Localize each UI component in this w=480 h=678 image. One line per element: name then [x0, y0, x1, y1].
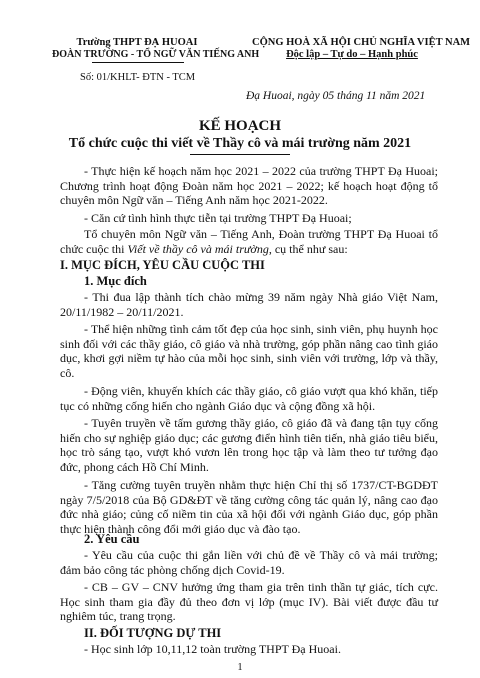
document-date: Đạ Huoai, ngày 05 tháng 11 năm 2021: [246, 90, 426, 102]
purpose-paragraph-1: - Thi đua lập thành tích chào mừng 39 năm ngày Nhà giáo Việt Nam, 20/11/1982 – 20/11/2021.: [60, 290, 438, 319]
intro-paragraph-3: [60, 227, 438, 256]
requirements-paragraph-1: - Yêu cầu của cuộc thi gắn liền với chủ đề về Thầy cô và mái trường; đảm bảo công tác phòng chống dịch Covid-19.: [60, 548, 438, 577]
section-1-subheading-purpose: 1. Mục đích: [84, 274, 147, 288]
purpose-paragraph-3: - Động viên, khuyến khích các thầy giáo, cô giáo vượt qua khó khăn, tiếp tục có những cống hiến cho ngành Giáo dục và cộng đồng xã hội.: [60, 384, 438, 413]
header-left-rule: [92, 62, 184, 63]
purpose-paragraph-4: - Tuyên truyền về tấm gương thầy giáo, cô giáo đã và đang tận tụy cống hiến cho sự nghiệp giáo dục; các gương điển hình tiên tiến, nhà giáo tiêu biểu, học trò sáng tạo, vượt khó vươn lên trong học tập và làm theo tư tưởng đạo đức, phong cách Hồ Chí Minh.: [60, 416, 438, 474]
page-number: 1: [237, 662, 243, 673]
purpose-paragraph-2: - Thể hiện những tình cảm tốt đẹp của học sinh, sinh viên, phụ huynh học sinh đối với các thầy giáo, cô giáo và nhà trường, góp phần nâng cao tình giáo dục, khơi gợi niềm tự hào của mỗi học sinh, sinh viên với trường, lớp và thầy, cô.: [60, 322, 438, 380]
intro-p3-tail: , cụ thể như sau:: [268, 241, 348, 256]
participants-paragraph: - Học sinh lớp 10,11,12 toàn trường THPT Đạ Huoai.: [84, 642, 341, 656]
section-1-subheading-requirements: 2. Yêu cầu: [84, 532, 140, 546]
national-title: CỘNG HOÀ XÃ HỘI CHỦ NGHĨA VIỆT NAM: [252, 37, 471, 48]
document-title: KẾ HOẠCH: [198, 118, 282, 134]
department-name: ĐOÀN TRƯỜNG - TỔ NGỮ VĂN TIẾNG ANH: [52, 49, 260, 60]
intro-paragraph-2: - Căn cứ tình hình thực tiễn tại trường THPT Đạ Huoai;: [84, 211, 352, 225]
school-name: Trường THPT ĐẠ HUOAI: [76, 37, 198, 48]
purpose-paragraph-5: - Tăng cường tuyên truyền nhằm thực hiện Chỉ thị số 1737/CT-BGDĐT ngày 7/5/2018 của Bộ GD&ĐT về tăng cường công tác quản lý, nâng cao đạo đức nhà giáo; củng cố niềm tin của xã hội đối với ngành Giáo dục, góp phần thực hiện thành công đổi mới giáo dục và đào tạo.: [60, 478, 438, 536]
contest-name: Viết về thầy cô và mái trường: [127, 241, 269, 256]
section-1-heading: I. MỤC ĐÍCH, YÊU CẦU CUỘC THI: [60, 258, 265, 272]
document-subtitle: Tổ chức cuộc thi viết về Thầy cô và mái trường năm 2021: [68, 136, 412, 151]
national-motto: Độc lập – Tự do – Hạnh phúc: [286, 49, 418, 60]
intro-paragraph-1: - Thực hiện kế hoạch năm học 2021 – 2022 của trường THPT Đạ Huoai; Chương trình hoạt động Đoàn năm học 2021 – 2022; kế hoạch hoạt động tổ chuyên môn Ngữ văn – Tiếng Anh năm học 2021-2022.: [60, 164, 438, 207]
document-number: Số: 01/KHLT- ĐTN - TCM: [80, 72, 196, 83]
title-underline: [190, 154, 290, 155]
section-2-heading: II. ĐỐI TƯỢNG DỰ THI: [84, 626, 222, 640]
intro-p3-text: Tổ chuyên môn Ngữ văn – Tiếng Anh, Đoàn trường THPT Đạ Huoai tổ chức cuộc thi: [60, 227, 438, 256]
requirements-paragraph-2: - CB – GV – CNV hưởng ứng tham gia trên tinh thần tự giác, tích cực. Học sinh tham gia đầy đủ theo đơn vị lớp (mục IV). Bài viết được đầu tư nghiêm túc, trang trọng.: [60, 580, 438, 623]
